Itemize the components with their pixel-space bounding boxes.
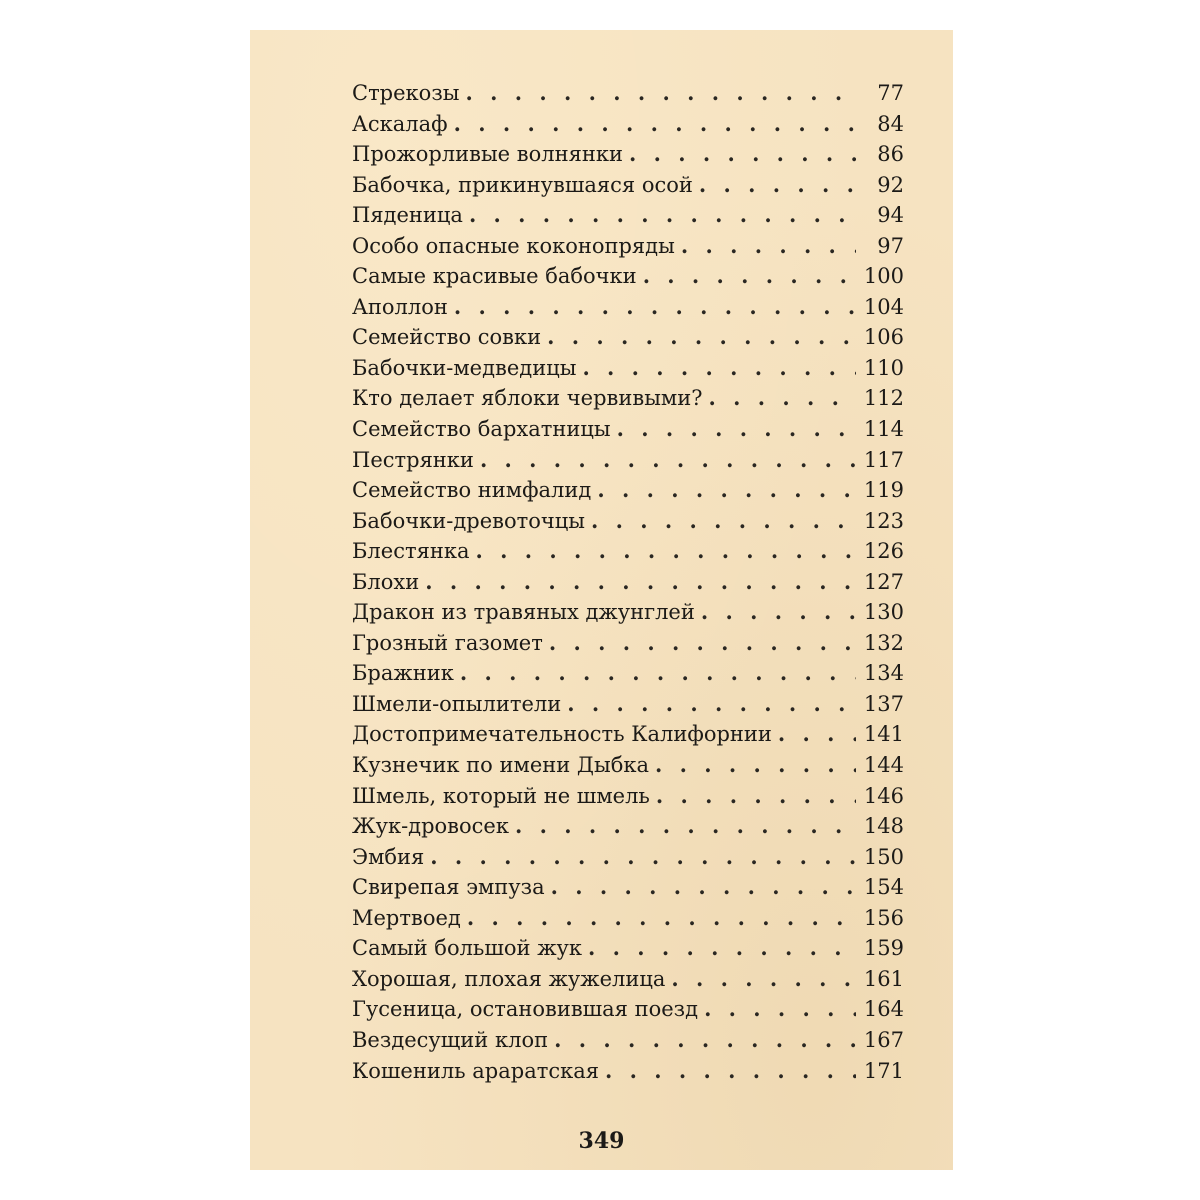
toc-dot-leader bbox=[656, 783, 856, 808]
toc-dot-leader bbox=[425, 569, 856, 594]
toc-entry bbox=[352, 1058, 904, 1089]
toc-entry bbox=[352, 355, 904, 386]
toc-entry bbox=[352, 905, 904, 936]
toc-entry-page: 112 bbox=[863, 386, 904, 411]
toc-entry bbox=[352, 508, 904, 539]
toc-entry-page: 100 bbox=[863, 264, 904, 289]
toc-entry bbox=[352, 447, 904, 478]
toc-entry-title: Семейство бархатницы bbox=[352, 417, 611, 442]
toc-dot-leader bbox=[701, 599, 856, 624]
toc-entry bbox=[352, 783, 904, 814]
toc-entry-page: 106 bbox=[863, 325, 904, 350]
toc-entry-page: 137 bbox=[863, 691, 904, 716]
toc-entry bbox=[352, 630, 904, 661]
toc-entry-title: Блохи bbox=[352, 569, 420, 594]
toc-entry bbox=[352, 202, 904, 233]
toc-entry bbox=[352, 935, 904, 966]
toc-dot-leader bbox=[671, 966, 856, 991]
toc-dot-leader bbox=[554, 1027, 856, 1052]
toc-entry bbox=[352, 996, 904, 1027]
toc-dot-leader bbox=[454, 111, 856, 136]
toc-entry bbox=[352, 569, 904, 600]
toc-dot-leader bbox=[704, 996, 856, 1021]
toc-entry-title: Эмбия bbox=[352, 844, 425, 869]
toc-entry-title: Блестянка bbox=[352, 539, 470, 564]
toc-entry-page: 167 bbox=[863, 1027, 904, 1052]
toc-entry bbox=[352, 844, 904, 875]
toc-dot-leader bbox=[643, 263, 856, 288]
toc-entry-title: Аполлон bbox=[352, 294, 448, 319]
toc-entry-title: Пестрянки bbox=[352, 447, 474, 472]
toc-entry-title: Гусеница, остановившая поезд bbox=[352, 997, 699, 1022]
toc-entry bbox=[352, 324, 904, 355]
toc-dot-leader bbox=[588, 935, 856, 960]
toc-entry-title: Стрекозы bbox=[352, 81, 460, 105]
toc-entry-title: Семейство совки bbox=[352, 325, 542, 350]
toc-entry-page: 141 bbox=[863, 722, 904, 747]
toc-entry-title: Пяденица bbox=[352, 203, 463, 228]
toc-entry-title: Прожорливые волнянки bbox=[352, 142, 623, 167]
toc-entry-title: Шмель, который не шмель bbox=[352, 783, 650, 808]
toc-dot-leader bbox=[460, 660, 856, 685]
toc-dot-leader bbox=[709, 385, 857, 410]
toc-dot-leader bbox=[605, 1058, 856, 1083]
toc-dot-leader bbox=[430, 844, 856, 869]
toc-entry-title: Самый большой жук bbox=[352, 936, 583, 961]
toc-entry-title: Кошениль араратская bbox=[352, 1058, 600, 1083]
toc-entry-page: 110 bbox=[863, 355, 904, 380]
toc-entry-title: Бражник bbox=[352, 661, 454, 686]
toc-entry-title: Свирепая эмпуза bbox=[352, 875, 545, 900]
toc-dot-leader bbox=[475, 538, 856, 563]
toc-entry bbox=[352, 172, 904, 203]
toc-entry-page: 86 bbox=[877, 142, 904, 167]
toc-entry-title: Самые красивые бабочки bbox=[352, 264, 637, 289]
toc-entry bbox=[352, 691, 904, 722]
toc-entry-page: 144 bbox=[863, 753, 904, 778]
toc-entry bbox=[352, 599, 904, 630]
toc-entry-page: 77 bbox=[877, 81, 904, 105]
toc-entry bbox=[352, 263, 904, 294]
toc-entry bbox=[352, 416, 904, 447]
toc-entry-page: 117 bbox=[863, 447, 904, 472]
toc-dot-leader bbox=[582, 355, 856, 380]
toc-entry-page: 123 bbox=[863, 508, 904, 533]
toc-entry-page: 94 bbox=[877, 203, 904, 228]
toc-entry bbox=[352, 966, 904, 997]
toc-entry bbox=[352, 385, 904, 416]
toc-entry bbox=[352, 813, 904, 844]
toc-entry-page: 92 bbox=[877, 172, 904, 197]
toc-entry bbox=[352, 721, 904, 752]
toc-entry bbox=[352, 752, 904, 783]
toc-dot-leader bbox=[655, 752, 856, 777]
toc-dot-leader bbox=[467, 905, 856, 930]
toc-entry-page: 161 bbox=[863, 966, 904, 991]
toc-entry-title: Бабочки-медведицы bbox=[352, 355, 577, 380]
toc-entry-title: Мертвоед bbox=[352, 905, 461, 930]
toc-entry bbox=[352, 233, 904, 264]
toc-entry-title: Хорошая, плохая жужелица bbox=[352, 966, 666, 991]
toc-dot-leader bbox=[454, 294, 856, 319]
table-of-contents bbox=[352, 80, 904, 1088]
toc-entry bbox=[352, 80, 904, 111]
toc-dot-leader bbox=[515, 813, 856, 838]
toc-entry-page: 132 bbox=[863, 630, 904, 655]
toc-dot-leader bbox=[466, 80, 857, 105]
toc-dot-leader bbox=[549, 630, 856, 655]
toc-entry-page: 126 bbox=[863, 539, 904, 564]
toc-entry-title: Вездесущий клоп bbox=[352, 1027, 549, 1052]
toc-entry-page: 130 bbox=[863, 600, 904, 625]
toc-dot-leader bbox=[597, 477, 856, 502]
toc-entry-page: 119 bbox=[863, 478, 904, 503]
toc-entry-title: Бабочки-древоточцы bbox=[352, 508, 585, 533]
toc-dot-leader bbox=[778, 721, 856, 746]
toc-dot-leader bbox=[681, 233, 856, 258]
toc-entry-page: 84 bbox=[877, 111, 904, 136]
toc-entry bbox=[352, 111, 904, 142]
toc-entry-page: 127 bbox=[863, 569, 904, 594]
book-page bbox=[250, 30, 953, 1170]
toc-entry-title: Жук-дровосек bbox=[352, 814, 509, 839]
toc-dot-leader bbox=[699, 172, 856, 197]
toc-entry bbox=[352, 538, 904, 569]
toc-entry bbox=[352, 294, 904, 325]
toc-entry-page: 146 bbox=[863, 783, 904, 808]
page-number: 349 bbox=[578, 1128, 625, 1154]
toc-entry-title: Кто делает яблоки червивыми? bbox=[352, 386, 703, 411]
toc-dot-leader bbox=[551, 874, 856, 899]
toc-dot-leader bbox=[480, 447, 856, 472]
toc-entry-page: 164 bbox=[863, 997, 904, 1022]
toc-entry bbox=[352, 660, 904, 691]
toc-entry bbox=[352, 141, 904, 172]
toc-entry-page: 134 bbox=[863, 661, 904, 686]
toc-entry-title: Аскалаф bbox=[352, 111, 448, 136]
toc-entry-title: Грозный газомет bbox=[352, 630, 543, 655]
toc-entry bbox=[352, 477, 904, 508]
toc-entry-title: Достопримечательность Калифорнии bbox=[352, 722, 772, 747]
toc-entry-title: Бабочка, прикинувшаяся осой bbox=[352, 172, 693, 197]
toc-entry-title: Особо опасные коконопряды bbox=[352, 233, 675, 258]
toc-dot-leader bbox=[547, 324, 856, 349]
toc-entry-title: Шмели-опылители bbox=[352, 691, 562, 716]
toc-dot-leader bbox=[567, 691, 856, 716]
toc-entry-title: Кузнечик по имени Дыбка bbox=[352, 753, 649, 778]
toc-entry-page: 97 bbox=[877, 233, 904, 258]
toc-entry bbox=[352, 1027, 904, 1058]
toc-entry-title: Семейство нимфалид bbox=[352, 478, 592, 503]
toc-entry-page: 150 bbox=[863, 844, 904, 869]
toc-entry-page: 159 bbox=[863, 936, 904, 961]
toc-entry-title: Дракон из травяных джунглей bbox=[352, 600, 695, 625]
toc-entry-page: 104 bbox=[863, 294, 904, 319]
toc-dot-leader bbox=[629, 141, 856, 166]
toc-entry bbox=[352, 874, 904, 905]
toc-dot-leader bbox=[591, 508, 856, 533]
toc-entry-page: 154 bbox=[863, 875, 904, 900]
toc-dot-leader bbox=[469, 202, 856, 227]
toc-dot-leader bbox=[617, 416, 856, 441]
toc-entry-page: 148 bbox=[863, 814, 904, 839]
toc-entry-page: 171 bbox=[863, 1058, 904, 1083]
toc-entry-page: 156 bbox=[863, 905, 904, 930]
toc-entry-page: 114 bbox=[863, 417, 904, 442]
